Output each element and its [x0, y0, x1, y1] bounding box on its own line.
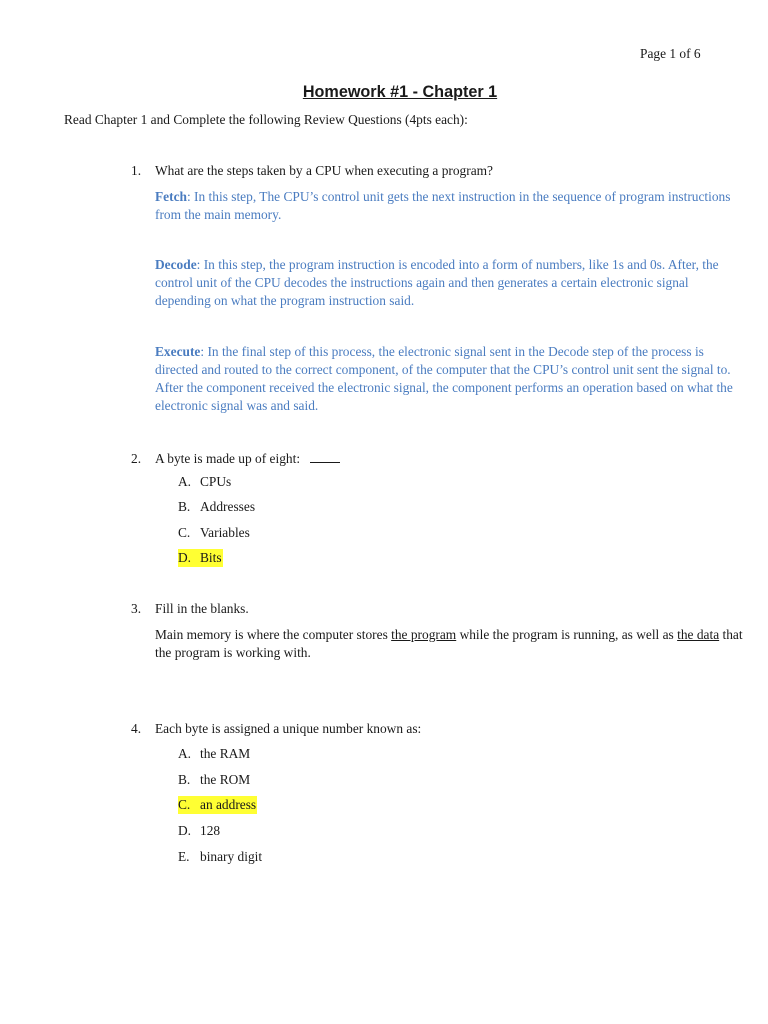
question-4: [131, 721, 421, 737]
option-a: [178, 474, 231, 490]
answer-text: : In this step, the program instruction is encoded into a form of numbers, like 1s and 0s. After, the control unit of the CPU decodes the instructions again and then generates a certain electronic signal depending on what the program instruction said.: [155, 257, 719, 308]
option-text: the ROM: [200, 772, 251, 787]
option-text: the RAM: [200, 746, 251, 761]
page-title: Homework #1 - Chapter 1: [302, 83, 498, 101]
answer-term: Fetch: [155, 189, 187, 204]
option-c: [178, 525, 250, 541]
option-b: [178, 499, 255, 515]
answer-blank: [310, 449, 340, 463]
answer-decode: [155, 256, 745, 310]
question-number: 2.: [131, 451, 142, 466]
option-text: Variables: [200, 525, 250, 540]
option-text: an address: [200, 797, 257, 812]
answer-fetch: [155, 188, 745, 224]
filled-blank: the program: [391, 627, 457, 642]
option-letter: A.: [178, 746, 192, 761]
option-e: [178, 849, 262, 865]
question-1: [131, 163, 493, 179]
option-text: binary digit: [200, 849, 263, 864]
question-number: 1.: [131, 163, 142, 178]
option-text: Addresses: [200, 499, 256, 514]
option-letter: B.: [178, 772, 191, 787]
option-text: CPUs: [200, 474, 232, 489]
option-letter: A.: [178, 474, 192, 489]
option-text: 128: [200, 823, 221, 838]
question-number: 3.: [131, 601, 142, 616]
option-d-selected: [178, 550, 223, 566]
option-letter: C.: [178, 797, 191, 812]
answer-text: Main memory is where the computer stores: [155, 627, 392, 642]
answer-text: while the program is running, as well as: [456, 627, 678, 642]
answer-text: that the program is working with.: [155, 627, 743, 660]
question-text: Each byte is assigned a unique number known as:: [155, 721, 422, 736]
instructions: Read Chapter 1 and Complete the following Review Questions (4pts each):: [64, 112, 468, 127]
answer-highlight: [178, 796, 257, 814]
option-letter: D.: [178, 550, 192, 565]
option-d: [178, 823, 220, 839]
question-2: [131, 449, 340, 467]
fill-in-answer: [155, 626, 745, 662]
question-3: [131, 601, 249, 617]
option-b: [178, 772, 250, 788]
option-letter: C.: [178, 525, 191, 540]
question-number: 4.: [131, 721, 142, 736]
question-text: Fill in the blanks.: [155, 601, 249, 616]
option-letter: B.: [178, 499, 191, 514]
answer-term: Decode: [155, 257, 197, 272]
option-text: Bits: [200, 550, 222, 565]
question-text: A byte is made up of eight:: [155, 451, 301, 466]
answer-text: : In this step, The CPU’s control unit gets the next instruction in the sequence of program instructions from the main memory.: [155, 189, 731, 222]
question-text: What are the steps taken by a CPU when executing a program?: [155, 163, 493, 178]
answer-highlight: [178, 549, 223, 567]
option-letter: E.: [178, 849, 190, 864]
answer-term: Execute: [155, 344, 201, 359]
answer-text: : In the final step of this process, the electronic signal sent in the Decode step of the process is directed and routed to the correct component, of the computer that the CPU’s control unit sent the signal to. After the component received the electronic signal, the component performs an operation based on what the electronic signal was and said.: [155, 344, 733, 413]
option-letter: D.: [178, 823, 192, 838]
page-number: Page 1 of 6: [640, 46, 701, 61]
option-a: [178, 746, 250, 762]
filled-blank: the data: [677, 627, 720, 642]
option-c-selected: [178, 797, 257, 813]
answer-execute: [155, 343, 745, 415]
